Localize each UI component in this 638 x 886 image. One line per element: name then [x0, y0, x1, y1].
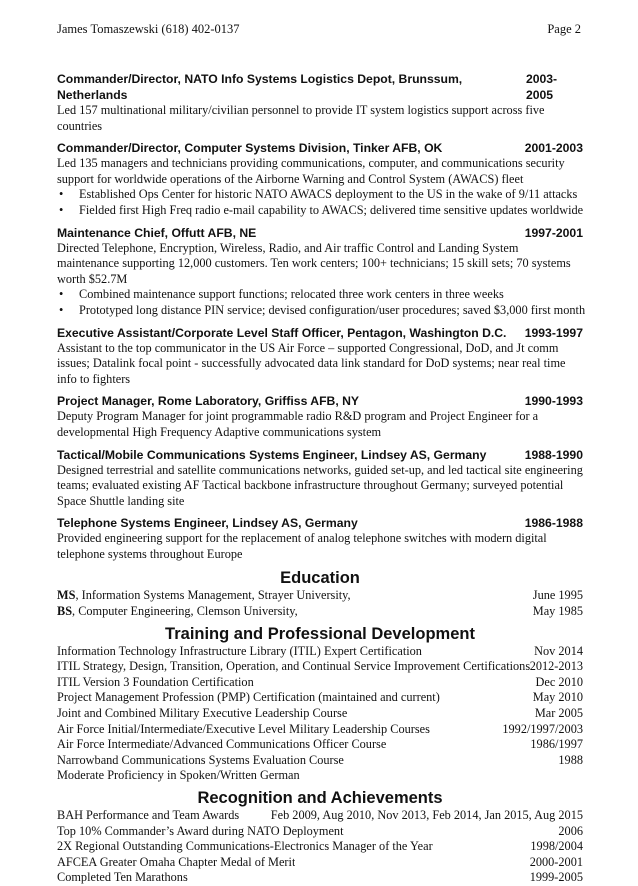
recognition-text: Completed Ten Marathons — [57, 870, 188, 885]
header-contact: James Tomaszewski (618) 402-0137 — [57, 22, 240, 36]
training-row — [57, 706, 583, 722]
recognition-row — [57, 870, 583, 886]
training-date: May 2010 — [532, 690, 583, 705]
job-heading — [57, 140, 583, 156]
education-detail: , Information Systems Management, Strayer University, — [75, 588, 351, 603]
job-title: Maintenance Chief, Offutt AFB, NE — [57, 225, 257, 240]
job-entry — [57, 447, 583, 510]
job-title: Tactical/Mobile Communications Systems Engineer, Lindsey AS, Germany — [57, 447, 487, 462]
job-entry — [57, 225, 586, 319]
training-date: Mar 2005 — [534, 706, 583, 721]
training-date: 1992/1997/2003 — [502, 721, 583, 736]
job-heading — [57, 225, 583, 241]
job-heading — [57, 447, 583, 463]
resume-content — [57, 71, 586, 886]
job-dates: 2003-2005 — [525, 72, 558, 102]
training-row — [57, 644, 583, 660]
training-text: Joint and Combined Military Executive Leadership Course — [57, 706, 348, 721]
education-date: May 1985 — [532, 604, 583, 619]
education-entry — [57, 604, 298, 620]
training-heading: Training and Professional Development — [165, 624, 475, 643]
training-text: Air Force Intermediate/Advanced Communications Officer Course — [57, 737, 387, 752]
training-text: ITIL Strategy, Design, Transition, Operation, and Continual Service Improvement Certifications — [57, 659, 530, 674]
recognition-row — [57, 855, 583, 871]
job-entry — [57, 393, 583, 440]
job-entry — [57, 515, 583, 562]
training-row — [57, 768, 583, 784]
job-description: Provided engineering support for the replacement of analog telephone switches with modern digital telephone systems throughout Europe — [57, 531, 547, 561]
job-title: Project Manager, Rome Laboratory, Griffiss AFB, NY — [57, 394, 360, 409]
bullet-text: Established Ops Center for historic NATO AWACS deployment to the US in the wake of 9/11 attacks — [79, 187, 578, 202]
training-text: Information Technology Infrastructure Library (ITIL) Expert Certification — [57, 643, 422, 658]
job-title: Telephone Systems Engineer, Lindsey AS, Germany — [57, 516, 358, 531]
job-dates: 2001-2003 — [524, 141, 583, 156]
page-number: Page 2 — [547, 22, 581, 36]
recognition-date: 2006 — [558, 823, 583, 838]
job-title: Commander/Director, NATO Info Systems Logistics Depot, Brunssum, Netherlands — [57, 72, 463, 102]
training-row — [57, 753, 583, 769]
training-row — [57, 722, 583, 738]
training-text: Project Management Profession (PMP) Certification (maintained and current) — [57, 690, 440, 705]
job-heading — [57, 393, 583, 409]
job-description: Led 157 multinational military/civilian personnel to provide IT system logistics support across five countries — [57, 103, 545, 133]
recognition-list — [57, 808, 583, 886]
training-text: Air Force Initial/Intermediate/Executive Level Military Leadership Courses — [57, 721, 430, 736]
training-date: 2012-2013 — [529, 659, 583, 674]
job-description: Directed Telephone, Encryption, Wireless, Radio, and Air traffic Control and Landing System maintenance supporting 12,000 customers. Ten work centers; 100+ technicians; 15 skill sets; 70 systems worth $52.7M — [57, 240, 571, 286]
education-heading: Education — [280, 569, 360, 588]
job-description: Led 135 managers and technicians providing communications, computer, and communications security support for worldwide operations of the Airborne Warning and Control System (AWACS) fleet — [57, 156, 565, 186]
education-date: June 1995 — [532, 588, 583, 603]
job-dates: 1986-1988 — [524, 516, 583, 531]
recognition-row — [57, 839, 583, 855]
job-heading — [57, 515, 583, 531]
degree: MS — [57, 588, 76, 603]
bullet-text: Combined maintenance support functions; relocated three work centers in three weeks — [79, 287, 504, 302]
page-header — [57, 22, 581, 37]
job-dates: 1997-2001 — [524, 225, 583, 240]
training-row — [57, 675, 583, 691]
job-title: Executive Assistant/Corporate Level Staff Officer, Pentagon, Washington D.C. — [57, 325, 507, 340]
recognition-text: BAH Performance and Team Awards — [57, 808, 240, 822]
job-dates: 1990-1993 — [524, 394, 583, 409]
experience-section — [57, 71, 586, 562]
recognition-text: Top 10% Commander’s Award during NATO Deployment — [57, 823, 344, 838]
recognition-date: 1998/2004 — [530, 839, 583, 854]
training-text: ITIL Version 3 Foundation Certification — [57, 674, 254, 689]
training-row — [57, 659, 583, 675]
training-date: 1988 — [558, 752, 583, 767]
training-text: Narrowband Communications Systems Evaluation Course — [57, 752, 344, 767]
recognition-date: 2000-2001 — [529, 854, 583, 869]
recognition-text: AFCEA Greater Omaha Chapter Medal of Merit — [57, 854, 296, 869]
training-list — [57, 644, 583, 784]
job-entry — [57, 140, 583, 218]
job-description: Designed terrestrial and satellite communications networks, guided set-up, and led tactical site engineering teams; evaluated existing AF Tactical backbone infrastructure throughout Germany; surveyed potential Space Shuttle landing site — [57, 462, 583, 508]
job-title: Commander/Director, Computer Systems Division, Tinker AFB, OK — [57, 141, 443, 156]
education-entry — [57, 588, 351, 604]
job-bullets — [57, 287, 586, 318]
bullet-icon: • — [59, 287, 64, 302]
training-text: Moderate Proficiency in Spoken/Written German — [57, 768, 300, 783]
training-date: Dec 2010 — [535, 674, 583, 689]
bullet-item — [57, 203, 583, 219]
job-entry — [57, 325, 583, 388]
recognition-text: 2X Regional Outstanding Communications-Electronics Manager of the Year — [57, 839, 433, 854]
bullet-item — [57, 187, 583, 203]
job-description: Deputy Program Manager for joint programmable radio R&D program and Project Engineer for a developmental High Frequency Adaptive communications system — [57, 409, 539, 439]
job-heading — [57, 71, 583, 103]
training-row — [57, 737, 583, 753]
job-description: Assistant to the top communicator in the US Air Force – supported Congressional, DoD, and Jt comm issues; Datalink focal point - successfully advocated data link standard for DoD systems; near real time info to fighters — [57, 340, 566, 386]
job-dates: 1993-1997 — [524, 325, 583, 340]
training-date: Nov 2014 — [534, 643, 583, 658]
job-bullets — [57, 187, 583, 218]
education-list — [57, 588, 583, 619]
bullet-item — [57, 302, 586, 319]
job-dates: 1988-1990 — [524, 447, 583, 462]
job-heading — [57, 325, 583, 341]
job-entry — [57, 71, 583, 134]
bullet-text: Fielded first High Freq radio e-mail capability to AWACS; delivered time sensitive updates worldwide — [79, 202, 584, 217]
education-detail: , Computer Engineering, Clemson University, — [72, 604, 298, 619]
training-row — [57, 690, 583, 706]
training-date: 1986/1997 — [530, 737, 583, 752]
degree: BS — [57, 604, 73, 619]
bullet-text: Prototyped long distance PIN service; devised configuration/user procedures; saved $3,000 first month — [79, 302, 586, 317]
recognition-row — [57, 808, 583, 824]
bullet-icon: • — [59, 202, 64, 217]
bullet-icon: • — [59, 302, 64, 317]
education-row — [57, 604, 583, 620]
recognition-date: 1999-2005 — [529, 870, 583, 885]
bullet-icon: • — [59, 187, 64, 202]
recognition-date: Feb 2009, Aug 2010, Nov 2013, Feb 2014, Jan 2015, Aug 2015 — [270, 808, 583, 822]
education-row — [57, 588, 583, 604]
bullet-item — [57, 287, 583, 303]
recognition-heading: Recognition and Achievements — [197, 789, 443, 807]
